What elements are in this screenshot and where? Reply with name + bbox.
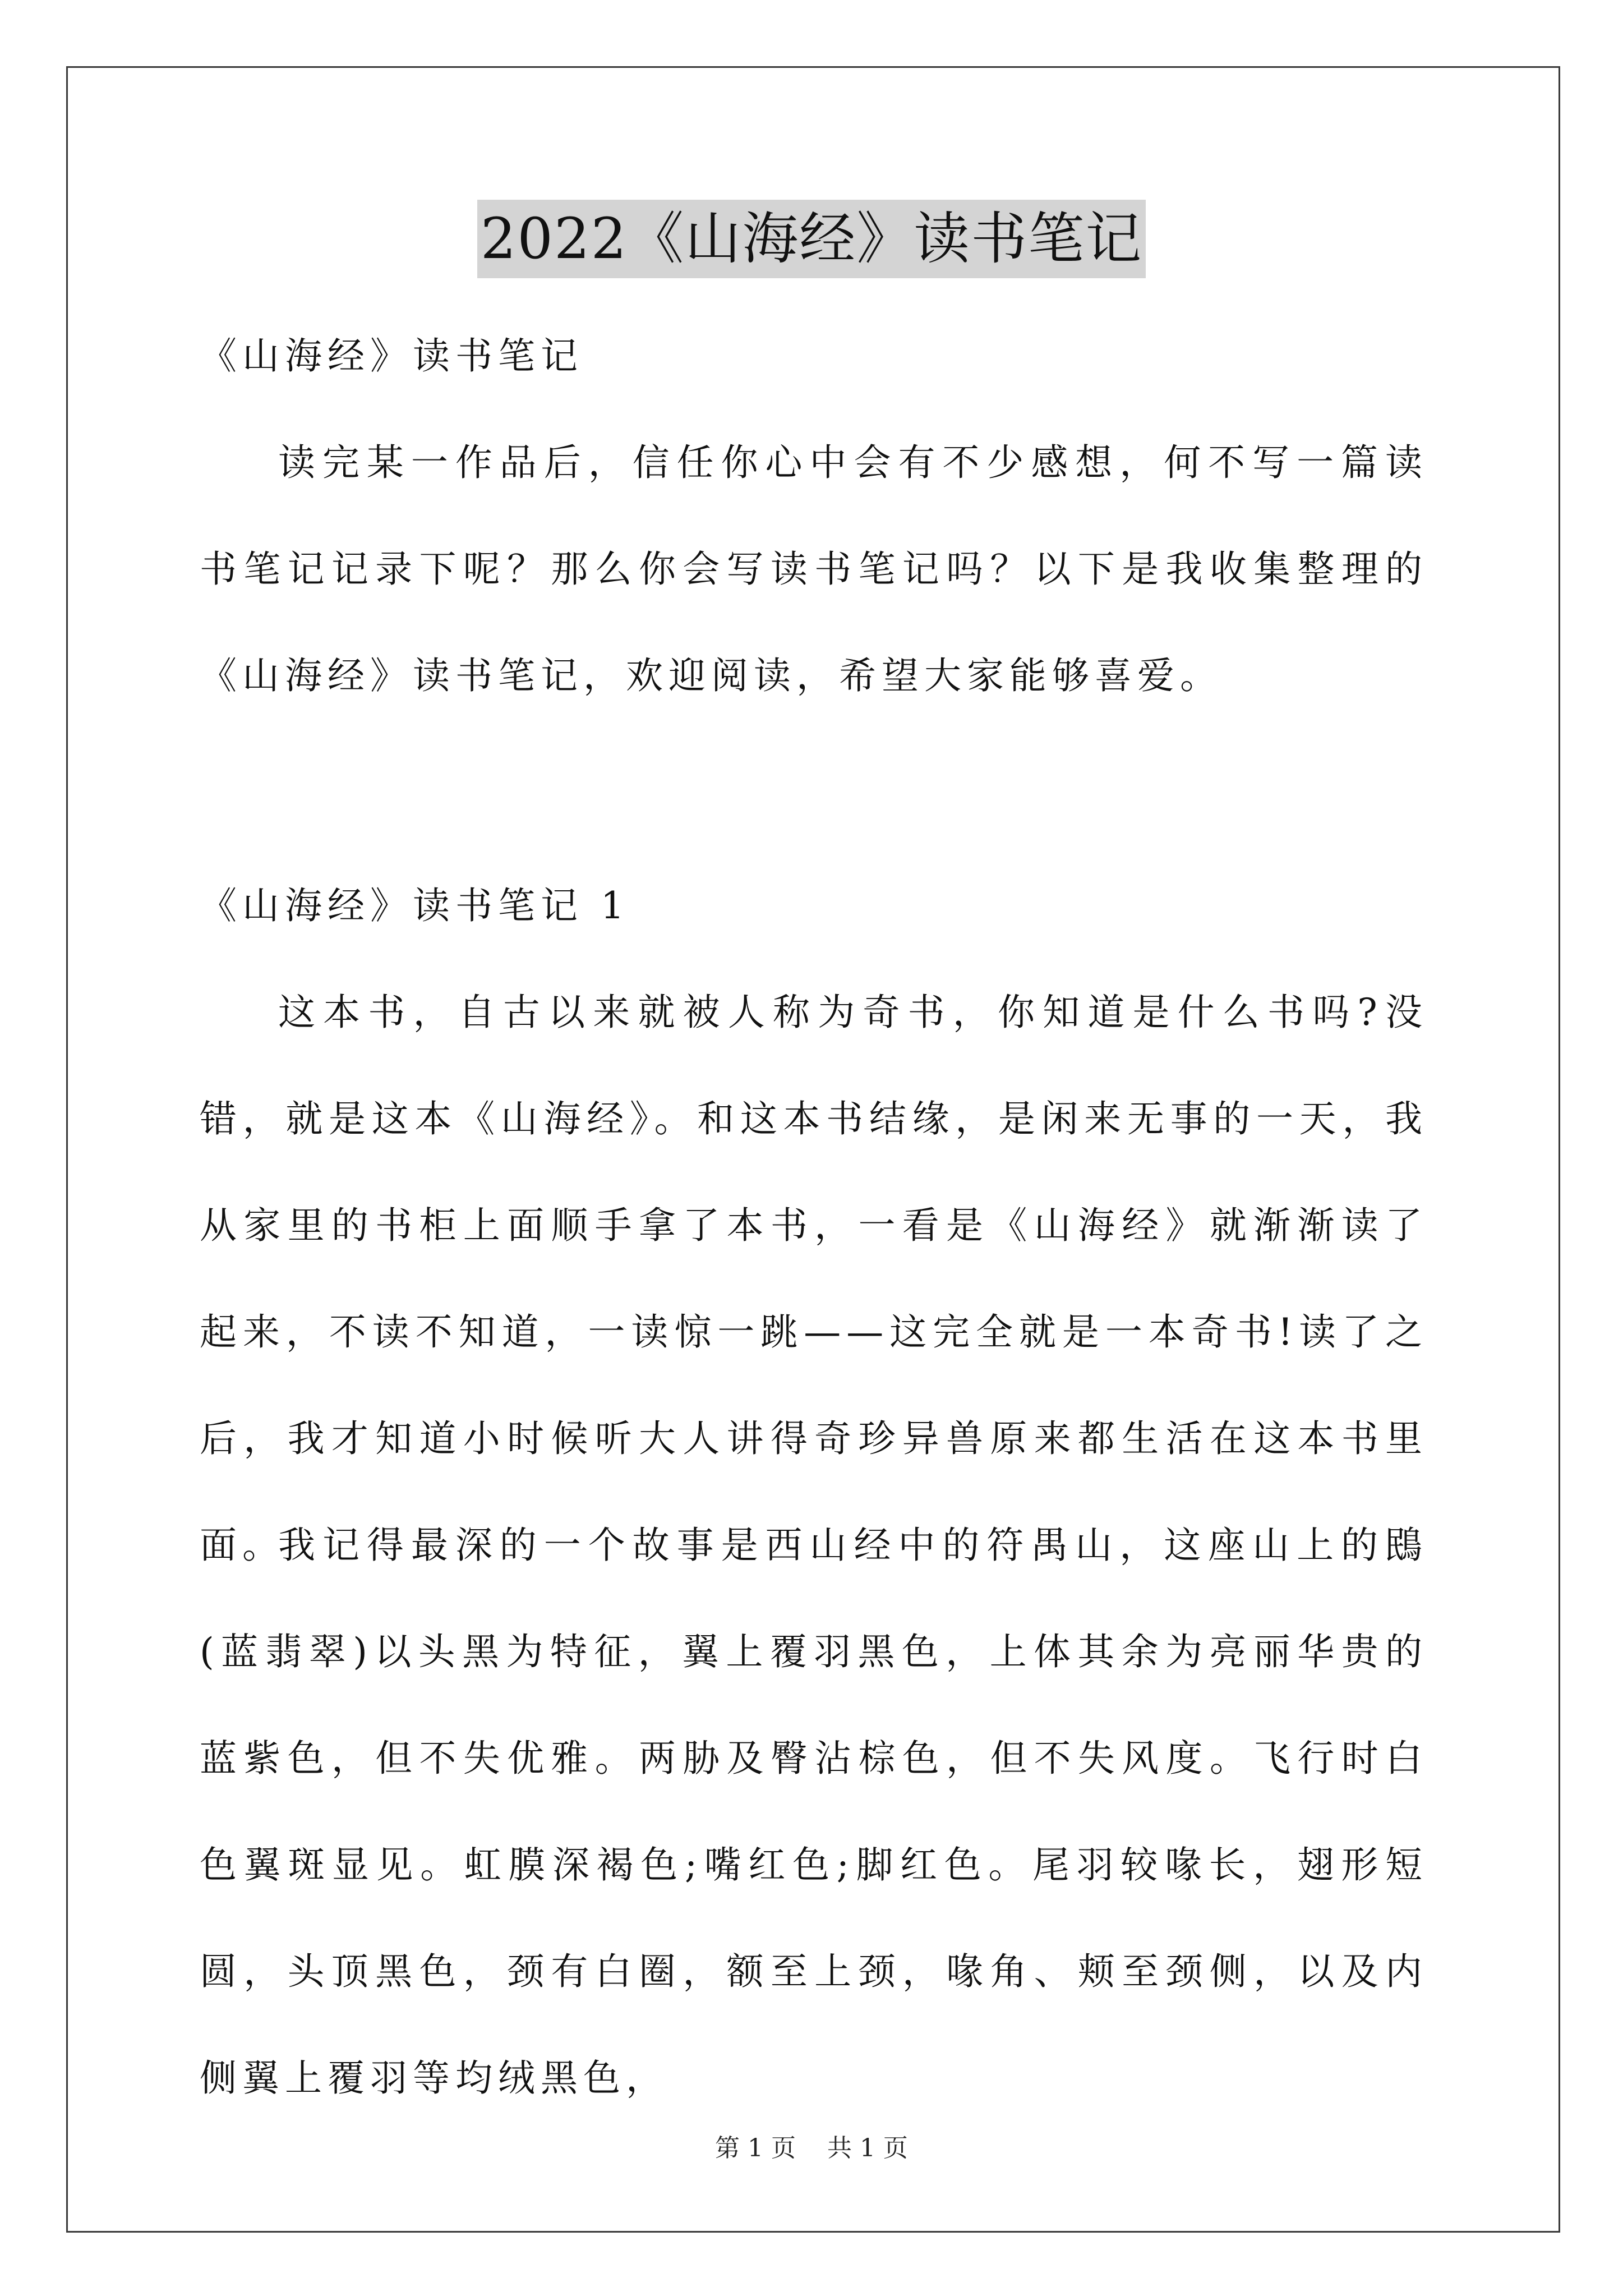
section-heading: 《山海经》读书笔记 1 [200, 884, 630, 927]
title-container [0, 200, 1623, 278]
intro-paragraph: 读完某一作品后，信任你心中会有不少感想，何不写一篇读书笔记记录下呢？那么你会写读书笔记吗？以下是我收集整理的《山海经》读书笔记，欢迎阅读，希望大家能够喜爱。 [200, 441, 1428, 697]
document-title[interactable]: 2022《山海经》读书笔记 [477, 200, 1146, 278]
body-paragraph-1: 这本书，自古以来就被人称为奇书，你知道是什么书吗?没错，就是这本《山海经》。和这本书结缘，是闲来无事的一天，我从家里的书柜上面顺手拿了本书，一看是《山海经》就渐渐读了起来，不读不知道，一读惊一跳——这完全就是一本奇书!读了之后，我才知道小时候听大人讲得奇珍异兽原来都生活在这本书里面。 [200, 991, 1428, 1567]
page-footer: 第 1 页 共 1 页 [715, 2134, 908, 2162]
body-paragraph-2: 我记得最深的一个故事是西山经中的符禺山，这座山上的鴖(蓝翡翠)以头黑为特征，翼上覆羽黑色，上体其余为亮丽华贵的蓝紫色，但不失优雅。两胁及臀沾棕色，但不失风度。飞行时白色翼斑显见。虹膜深褐色;嘴红色;脚红色。尾羽较喙长，翅形短圆，头顶黑色，颈有白圈，额至上颈，喙角、颊至颈侧，以及内侧翼上覆羽等均绒黑色， [200, 1524, 1428, 2100]
document-subtitle: 《山海经》读书笔记 [200, 334, 583, 378]
